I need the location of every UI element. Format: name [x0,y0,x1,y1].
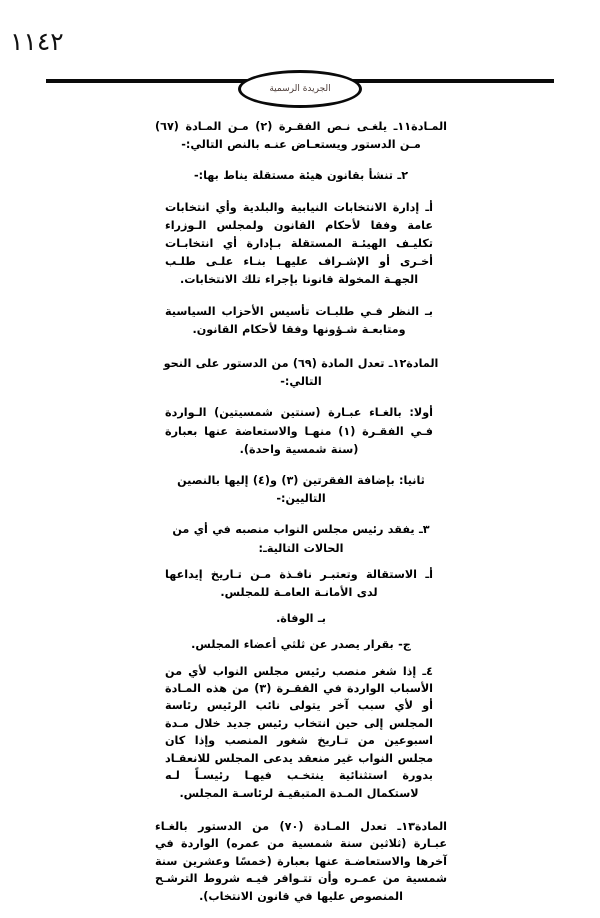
header-rule-right [349,79,554,83]
document-body [155,118,447,918]
header-rule-left [46,79,256,83]
article-12-second: ثانيا: بإضافة الفقرتين (٣) و(٤) إليها بالنصين التاليين:- [177,474,425,506]
article-12-first: أولا: بالغـاء عبـارة (سنتين شمسيتين) الـواردة فـي الفقـرة (١) منهـا والاستعاضة عنها بعبارة (سنة شمسية واحدة). [165,406,433,456]
article-12-clause-3-item-b: بـ الوفاة. [276,612,326,626]
article-12-clause-4: ٤ـ إذا شغر منصب رئيس مجلس النواب لأي من الأسباب الواردة في الفقـرة (٣) من هذه المـادة أو لأي سبب آخر يتولى نائب الرئيس رئاسة المجلس إلى حين انتخاب رئيس جديد خلال مـدة اسبوعين من تـاريخ شغور المنصب وإذا كان مجلس النواب غير منعقد يدعى المجلس للانعقـاد بدورة استثنائية ينتخـب فيهـا رئيسـاً لـه لاستكمال المـدة المتبقيـة لرئاسـة المجلس. [165,664,433,800]
article-12-clause-3-item-c: ج- بقرار يصدر عن ثلثي أعضاء المجلس. [191,638,411,652]
article-11-heading: المـادة١١ـ يلغـى نـص الفقـرة (٢) مـن المـادة (٦٧) مـن الدستور ويستعـاض عنـه بالنص التالي:- [155,120,447,152]
article-11-clause-2: ٢ـ تنشأ بقانون هيئة مستقلة يناط بها:- [193,169,409,183]
article-11-item-a: أـ إدارة الانتخابات النيابية والبلدية وأي انتخابات عامة وفقا لأحكام القانون ولمجلس الـوزراء تكليـف الهيئـة المستقلة بـإدارة أي انتخابـات أخـرى أو الإشـراف عليهـا بنـاء علـى طلـب الجهـة المخولة قانونا بإجراء تلك الانتخابات. [165,200,433,287]
page-header [0,0,600,108]
article-12-clause-3: ٣ـ يفقد رئيس مجلس النواب منصبه في أي من الحالات التاليةـ: [172,523,430,555]
page-number [0,27,530,56]
header-divider [46,70,554,92]
article-12-heading: المادة١٢ـ تعدل المادة (٦٩) من الدستور على النحو التالي:- [163,357,439,389]
page-number-value: ١١٤٢ [10,27,64,56]
article-13-heading: المادة١٣ـ تعدل المـادة (٧٠) من الدستور بالغـاء عبـارة (ثلاثين سنة شمسية من عمره) الواردة في آخرها والاستعاضـة عنها بعبارة (خمسًا وعشرين سنة شمسية من عمـره وأن تتـوافر فيـه شروط الترشـح المنصوص عليها في قانون الانتخاب). [155,819,447,903]
gazette-emblem [238,70,362,108]
article-11-item-b: بـ النظر فـي طلبـات تأسيس الأحزاب السياسية ومتابعـة شـؤونها وفقا لأحكام القانون. [165,304,433,336]
gazette-name: الجريدة الرسمية [269,83,331,94]
article-12-clause-3-item-a: أـ الاستقالة وتعتبـر نافـذة مـن تـاريخ إيداعها لدى الأمانـة العامـة للمجلس. [165,567,433,600]
